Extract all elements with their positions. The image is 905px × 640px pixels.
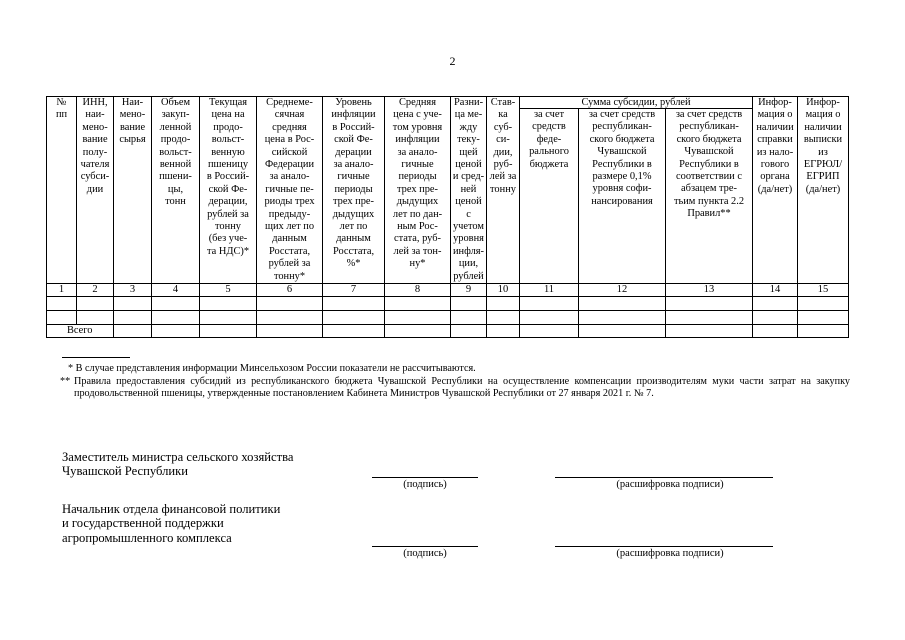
table-cell (47, 297, 77, 311)
table-cell (487, 297, 520, 311)
table-cell (257, 325, 323, 338)
table-row (47, 311, 849, 325)
footnote-2-mark: ** (60, 376, 71, 387)
footnote-1: * В случае представления информации Минсельхозом России показатели не рассчитываются. (68, 363, 476, 374)
header-line: ней (460, 183, 477, 195)
column-number: 4 (152, 284, 200, 297)
header-line: периоды (398, 171, 437, 183)
header-line: (да/нет) (757, 183, 793, 195)
footnote-separator (62, 357, 130, 358)
header-line: из (818, 146, 828, 158)
header-line: лет по дан- (392, 208, 443, 220)
table-cell (579, 311, 666, 325)
table-cell (666, 297, 753, 311)
header-line: Республики в (592, 158, 652, 170)
header-line: лет по (339, 221, 368, 233)
header-line: вольст- (211, 134, 245, 146)
header-line: сячная (274, 109, 305, 121)
page-number: 2 (449, 54, 456, 68)
header-line: вольст- (159, 146, 192, 158)
header-line: за анало- (269, 171, 310, 183)
header-line: дии (86, 183, 104, 195)
header-line: риоды трех (264, 196, 315, 208)
header-line: Уровень (335, 97, 372, 108)
header-line: ского бюджета (589, 133, 655, 145)
table-cell (200, 297, 257, 311)
table-cell (487, 325, 520, 338)
header-line: Став- (490, 97, 516, 108)
header-line: ценой с (455, 196, 482, 220)
table-cell (520, 297, 579, 311)
header-cell (47, 97, 77, 284)
signatory-title-line: и государственной поддержки (62, 516, 224, 531)
column-number: 13 (666, 284, 753, 297)
header-line: из нало- (756, 146, 794, 158)
header-line: чателя (80, 159, 110, 171)
header-line: тонну* (273, 270, 306, 282)
header-line: средняя (272, 121, 307, 133)
header-line: рублей за (207, 208, 249, 220)
header-line: данным (336, 233, 371, 245)
table-cell (257, 297, 323, 311)
header-line: ского бюджета (676, 133, 742, 145)
subheader-cell (666, 109, 753, 284)
name-line (555, 477, 773, 478)
header-line: уровня (453, 233, 484, 245)
header-line: вание (119, 121, 146, 133)
header-line: ЕГРИП (806, 171, 840, 183)
header-line: республикан- (679, 121, 739, 133)
header-line: инфляции (331, 109, 376, 121)
column-number: 10 (487, 284, 520, 297)
header-cell (451, 97, 487, 284)
header-line: ка (498, 109, 508, 121)
header-cell (753, 97, 798, 284)
signatory-2-title (62, 502, 280, 545)
name-caption: (расшифровка подписи) (616, 548, 724, 559)
header-line: ской Фе- (334, 134, 373, 146)
name-line (555, 546, 773, 547)
column-number: 1 (47, 284, 77, 297)
header-cell (487, 97, 520, 284)
header-line: трех пре- (397, 183, 438, 195)
header-line: трех пре- (333, 196, 374, 208)
header-line: ценой (455, 159, 482, 171)
header-line: сийской (271, 146, 308, 158)
header-line: за анало- (397, 146, 438, 158)
header-line: дерации, (208, 196, 248, 208)
header-line: инфляции (395, 134, 440, 146)
table-header-row (47, 97, 849, 109)
signatory-title-line: Чувашской Республики (62, 464, 188, 479)
table-cell (451, 325, 487, 338)
signature-line (372, 546, 478, 547)
signatory-title-line: Начальник отдела финансовой политики (62, 502, 281, 516)
header-line: ца ме- (454, 109, 483, 121)
header-line: Разни- (453, 97, 484, 108)
header-line: дерации (335, 146, 372, 158)
table-cell (323, 311, 385, 325)
column-number: 14 (753, 284, 798, 297)
table-cell (114, 311, 152, 325)
header-line: цена в Рос- (264, 134, 315, 146)
signature-caption: (подпись) (403, 479, 447, 490)
subsidy-calculation-table (46, 96, 849, 338)
header-line: гичные (401, 159, 434, 171)
header-line: Среднеме- (266, 97, 313, 108)
header-line: за счет средств (588, 109, 656, 120)
header-line: %* (346, 258, 361, 270)
column-number: 5 (200, 284, 257, 297)
header-line: гового (760, 159, 790, 171)
table-cell (47, 311, 77, 325)
name-caption: (расшифровка подписи) (616, 479, 724, 490)
header-line: и сред- (452, 171, 485, 183)
header-line: продо- (213, 121, 243, 133)
subsidy-amount-group-header: Сумма субсидии, рублей (520, 97, 753, 109)
header-cell (385, 97, 451, 284)
signature-line (372, 477, 478, 478)
table-cell (385, 311, 451, 325)
header-line: органа (760, 171, 790, 183)
table-cell (451, 311, 487, 325)
table-row (47, 297, 849, 311)
header-cell (114, 97, 152, 284)
table-cell (77, 297, 114, 311)
header-line: феде- (536, 133, 562, 145)
footnote-2 (60, 376, 850, 400)
table-cell (798, 311, 849, 325)
table-cell (385, 325, 451, 338)
header-line: Объем (160, 97, 191, 108)
table-cell (579, 325, 666, 338)
header-line: лей за тон- (393, 245, 442, 257)
header-line: цена с уче- (393, 109, 442, 121)
header-line: мено- (82, 121, 108, 133)
header-line: Средняя (398, 97, 436, 108)
header-line: цы, (167, 183, 184, 195)
header-line: данным (272, 233, 307, 245)
table-cell (152, 297, 200, 311)
header-line: в Россий- (206, 171, 250, 183)
header-line: выписки (803, 134, 843, 146)
signatory-title-line: Заместитель министра сельского хозяйства (62, 450, 294, 464)
table-cell (323, 325, 385, 338)
column-number: 15 (798, 284, 849, 297)
header-line: дыдущих (332, 208, 375, 220)
column-number: 6 (257, 284, 323, 297)
table-cell (798, 297, 849, 311)
header-line: за анало- (333, 159, 374, 171)
header-cell (257, 97, 323, 284)
header-line: пшеницу (207, 159, 249, 171)
column-number: 9 (451, 284, 487, 297)
header-line: тьим пункта 2.2 (673, 195, 745, 207)
header-line: (без уче- (208, 233, 248, 245)
header-line: дии, (493, 146, 513, 158)
header-line: венной (159, 159, 192, 171)
table-cell (152, 325, 200, 338)
header-line: инфля- (452, 245, 485, 257)
header-line: ской Фе- (208, 183, 248, 195)
footnote-2-text: Правила предоставления субсидий из республиканского бюджета Чувашской Республики на осуществление компенсации производителям муки части затрат на закупку продовольственной пшеницы, утвержденные постановлением Кабинета Министров Чувашской Республики от 27 января 2021 г. № 7. (74, 376, 850, 399)
header-cell (200, 97, 257, 284)
column-number: 2 (77, 284, 114, 297)
header-line: тонну (490, 183, 516, 195)
signatory-1-title (62, 450, 293, 479)
header-line: наличии (756, 121, 794, 133)
column-number: 3 (114, 284, 152, 297)
column-number: 11 (520, 284, 579, 297)
header-line: жду (459, 121, 478, 133)
header-cell (152, 97, 200, 284)
header-line: тонн (165, 196, 186, 208)
header-line: бюджета (529, 158, 569, 170)
column-number: 12 (579, 284, 666, 297)
header-line: Росстата, (268, 245, 311, 257)
table-cell (487, 311, 520, 325)
header-line: полу- (82, 146, 108, 158)
header-line: абзацем тре- (681, 183, 737, 195)
header-line: Инфор- (806, 97, 840, 108)
header-line: предыду- (268, 208, 311, 220)
header-line: субси- (80, 171, 110, 183)
table-cell (579, 297, 666, 311)
header-line: соответствии с (676, 171, 742, 183)
header-line: Росстата, (332, 245, 375, 257)
header-line: мация о (757, 109, 793, 121)
header-line: уровня софи- (592, 183, 652, 195)
header-line: периоды (334, 183, 373, 195)
header-line: суб- (493, 121, 513, 133)
table-cell (77, 311, 114, 325)
header-line: № (56, 97, 67, 108)
header-line: в Россий- (332, 121, 375, 133)
header-line: средств (532, 121, 566, 133)
table-cell (666, 325, 753, 338)
header-line: продо- (160, 134, 191, 146)
header-line: Чувашской (684, 146, 734, 158)
header-line: нансирования (591, 195, 653, 207)
signature-caption: (подпись) (403, 548, 447, 559)
header-line: лей за (489, 171, 517, 183)
header-line: Наи- (121, 97, 144, 108)
header-line: (да/нет) (805, 183, 841, 195)
header-line: си- (496, 134, 510, 146)
header-line: цена на (211, 109, 245, 121)
header-line: ИНН, (82, 97, 108, 108)
table-cell (520, 311, 579, 325)
header-line: ленной (159, 121, 192, 133)
header-line: та НДС)* (206, 245, 250, 257)
header-line: Республики в (679, 158, 739, 170)
table-cell (323, 297, 385, 311)
header-line: сырья (119, 134, 146, 146)
header-line: учетом (452, 221, 484, 233)
table-cell (753, 297, 798, 311)
header-line: гичные (337, 171, 370, 183)
header-line: размере 0,1% (592, 171, 652, 183)
header-line: за счет средств (675, 109, 743, 120)
signatory-title-line: агропромышленного комплекса (62, 530, 232, 545)
header-line: Федерации (264, 159, 315, 171)
table-cell (666, 311, 753, 325)
header-line: теку- (457, 134, 480, 146)
header-line: щей (459, 146, 478, 158)
header-line: мация о (805, 109, 841, 121)
header-line: пшени- (159, 171, 192, 183)
subheader-cell (520, 109, 579, 284)
table-cell (753, 311, 798, 325)
header-line: наи- (85, 109, 105, 121)
header-cell (77, 97, 114, 284)
header-line: ну* (409, 258, 426, 270)
table-cell (385, 297, 451, 311)
header-line: венную (211, 146, 245, 158)
table-cell (451, 297, 487, 311)
header-line: справки (757, 134, 793, 146)
header-line: Текущая (208, 97, 248, 108)
table-cell (798, 325, 849, 338)
header-line: Инфор- (758, 97, 792, 108)
table-cell (520, 325, 579, 338)
column-number: 7 (323, 284, 385, 297)
table-cell (200, 311, 257, 325)
header-line: Чувашской (597, 146, 647, 158)
header-line: вание (82, 134, 108, 146)
subheader-cell (579, 109, 666, 284)
table-cell (753, 325, 798, 338)
header-line: рублей (453, 270, 484, 282)
header-line: мено- (119, 109, 146, 121)
table-cell (257, 311, 323, 325)
header-cell (798, 97, 849, 284)
header-line: ции, (458, 258, 479, 270)
header-cell (323, 97, 385, 284)
header-line: рублей за (268, 258, 311, 270)
header-line: дыдущих (396, 196, 439, 208)
header-line: пп (55, 109, 68, 121)
header-line: том уровня (392, 121, 443, 133)
header-line: за счет (533, 109, 565, 120)
header-line: Правил** (687, 208, 731, 220)
header-line: ЕГРЮЛ/ (803, 159, 843, 171)
header-line: гичные пе- (265, 183, 314, 195)
table-cell (114, 297, 152, 311)
header-line: стата, руб- (394, 233, 441, 245)
header-line: республикан- (592, 121, 652, 133)
header-line: тонну (215, 221, 241, 233)
header-line: рального (529, 146, 569, 158)
header-line: ным Рос- (397, 221, 438, 233)
header-line: щих лет по (264, 221, 315, 233)
header-line: руб- (493, 159, 513, 171)
table-cell (152, 311, 200, 325)
header-line: закуп- (161, 109, 190, 121)
total-label: Всего (47, 325, 114, 338)
table-cell (114, 325, 152, 338)
header-line: наличии (804, 121, 842, 133)
table-total-row (47, 325, 849, 338)
column-numbers-row (47, 284, 849, 297)
column-number: 8 (385, 284, 451, 297)
table-cell (200, 325, 257, 338)
